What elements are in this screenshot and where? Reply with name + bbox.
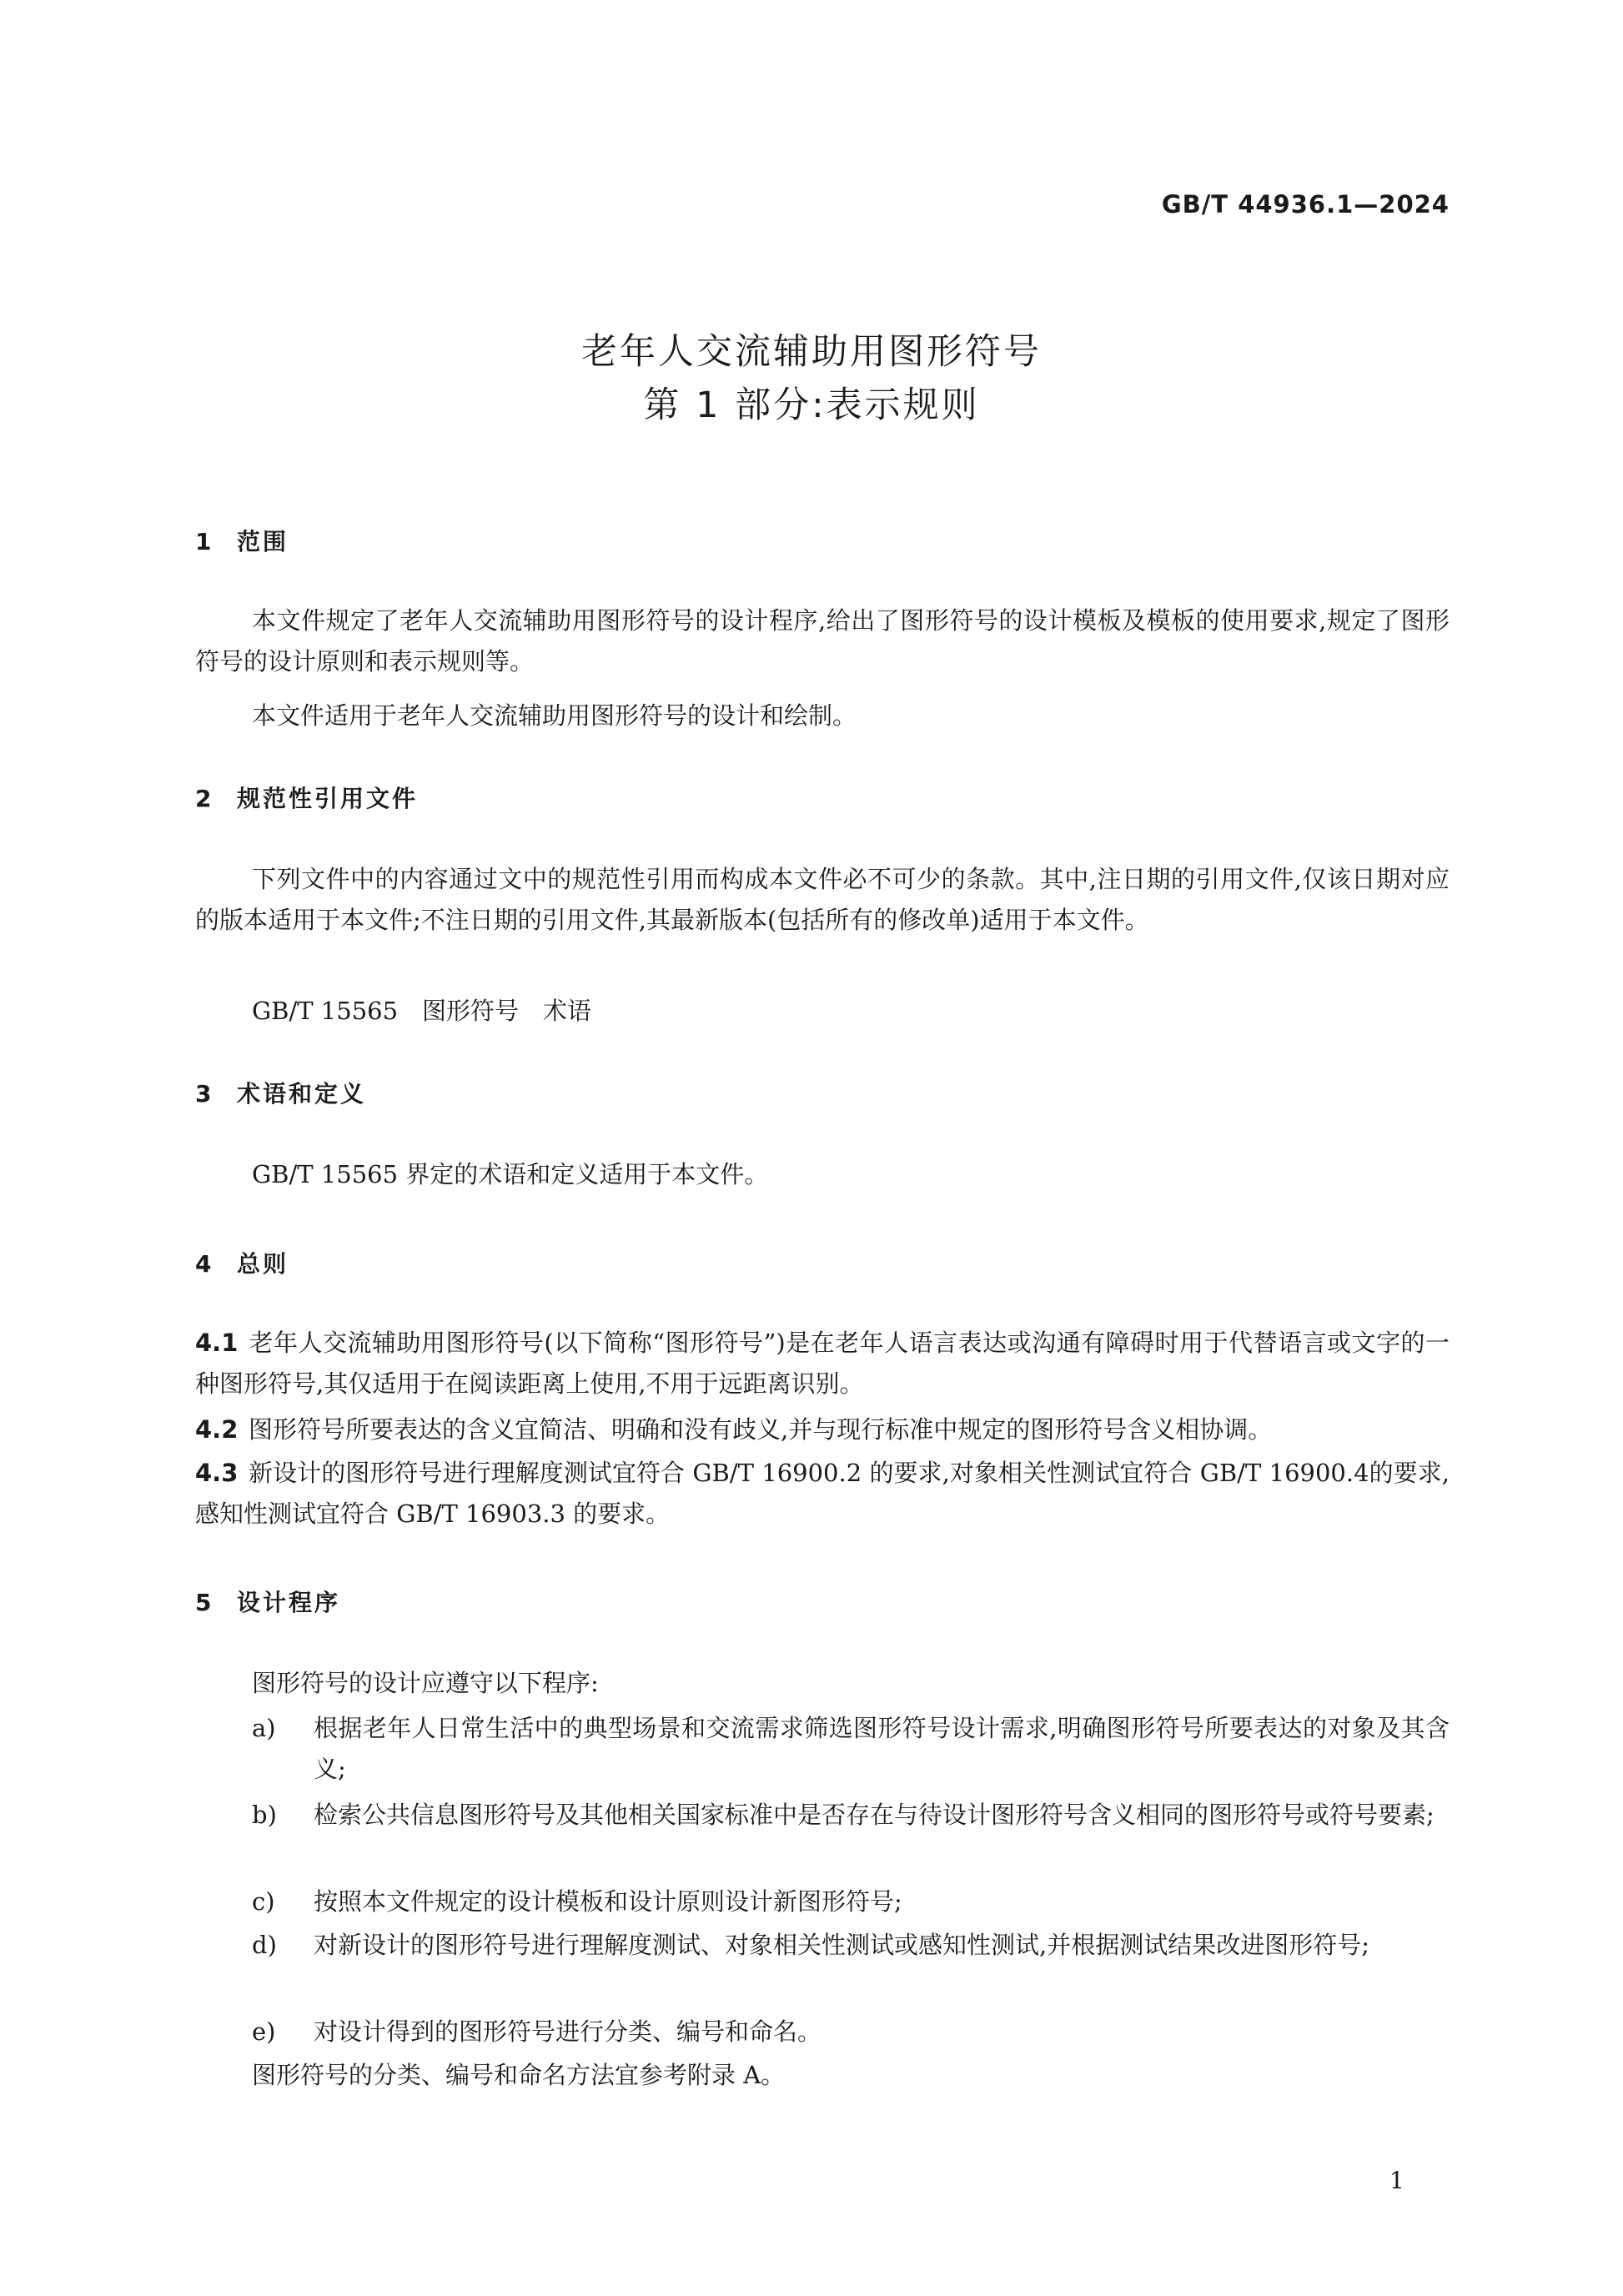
section-number: 4: [195, 1250, 214, 1278]
title-line-2: 第 1 部分:表示规则: [643, 384, 980, 426]
document-title: [0, 325, 1623, 432]
clause-text: 图形符号所要表达的含义宜简洁、明确和没有歧义,并与现行标准中规定的图形符号含义相协调。: [249, 1415, 1273, 1444]
section-heading-general: [195, 1246, 289, 1279]
clause-4-1: [195, 1323, 1450, 1404]
section-heading-scope: [195, 524, 289, 557]
list-item: [252, 1882, 1450, 1922]
standard-code: GB/T 44936.1—2024: [1161, 190, 1450, 219]
page-number: 1: [1389, 2167, 1404, 2194]
list-text: 检索公共信息图形符号及其他相关国家标准中是否存在与待设计图形符号含义相同的图形符号或符号要素;: [314, 1801, 1435, 1829]
list-text: 对新设计的图形符号进行理解度测试、对象相关性测试或感知性测试,并根据测试结果改进图形符号;: [314, 1931, 1369, 1959]
paragraph: 下列文件中的内容通过文中的规范性引用而构成本文件必不可少的条款。其中,注日期的引用文件,仅该日期对应的版本适用于本文件;不注日期的引用文件,其最新版本(包括所有的修改单)适用于本文件。: [195, 865, 1450, 934]
section-number: 1: [195, 528, 214, 555]
list-marker: c): [252, 1887, 275, 1916]
clause-number: 4.1: [195, 1329, 239, 1357]
list-item: [252, 1925, 1450, 1966]
section-heading-terms: [195, 1076, 366, 1109]
paragraph: 本文件规定了老年人交流辅助用图形符号的设计程序,给出了图形符号的设计模板及模板的使用要求,规定了图形符号的设计原则和表示规则等。: [195, 606, 1450, 676]
section-heading-normative-references: [195, 781, 418, 814]
clause-text: 老年人交流辅助用图形符号(以下简称“图形符号”)是在老年人语言表达或沟通有障碍时用于代替语言或文字的一种图形符号,其仅适用于在阅读距离上使用,不用于远距离识别。: [195, 1329, 1450, 1398]
list-text: 根据老年人日常生活中的典型场景和交流需求筛选图形符号设计需求,明确图形符号所要表达的对象及其含义;: [314, 1714, 1450, 1783]
section-title: 规范性引用文件: [237, 785, 419, 812]
list-marker: d): [252, 1931, 277, 1959]
list-item: [252, 1708, 1450, 1790]
clause-4-3: [195, 1453, 1450, 1535]
list-text: 对设计得到的图形符号进行分类、编号和命名。: [314, 2017, 822, 2046]
list-marker: e): [252, 2017, 276, 2046]
list-text: 按照本文件规定的设计模板和设计原则设计新图形符号;: [314, 1887, 902, 1916]
clause-number: 4.3: [195, 1459, 239, 1487]
section-title: 术语和定义: [237, 1080, 367, 1108]
list-marker: a): [252, 1714, 276, 1742]
clause-4-2: [195, 1409, 1450, 1450]
section-title: 设计程序: [237, 1589, 341, 1616]
paragraph: 本文件适用于老年人交流辅助用图形符号的设计和绘制。: [252, 701, 857, 730]
paragraph: 图形符号的分类、编号和命名方法宜参考附录 A。: [252, 2061, 786, 2089]
title-line-1: 老年人交流辅助用图形符号: [581, 331, 1042, 373]
clause-number: 4.2: [195, 1415, 239, 1444]
section-number: 2: [195, 785, 214, 812]
paragraph: 图形符号的设计应遵守以下程序:: [252, 1669, 599, 1697]
paragraph: GB/T 15565 界定的术语和定义适用于本文件。: [252, 1160, 769, 1188]
list-marker: b): [252, 1801, 277, 1829]
section-title: 范围: [237, 528, 289, 555]
section-number: 5: [195, 1589, 214, 1616]
clause-text: 新设计的图形符号进行理解度测试宜符合 GB/T 16900.2 的要求,对象相关性测试宜符合 GB/T 16900.4的要求,感知性测试宜符合 GB/T 16903.3 的要求。: [195, 1459, 1450, 1528]
reference-entry: GB/T 15565 图形符号 术语: [252, 997, 592, 1025]
section-title: 总则: [237, 1250, 289, 1278]
list-item: [252, 1795, 1450, 1836]
section-heading-design-procedure: [195, 1585, 340, 1618]
list-item: [252, 2012, 1450, 2052]
section-number: 3: [195, 1080, 214, 1108]
